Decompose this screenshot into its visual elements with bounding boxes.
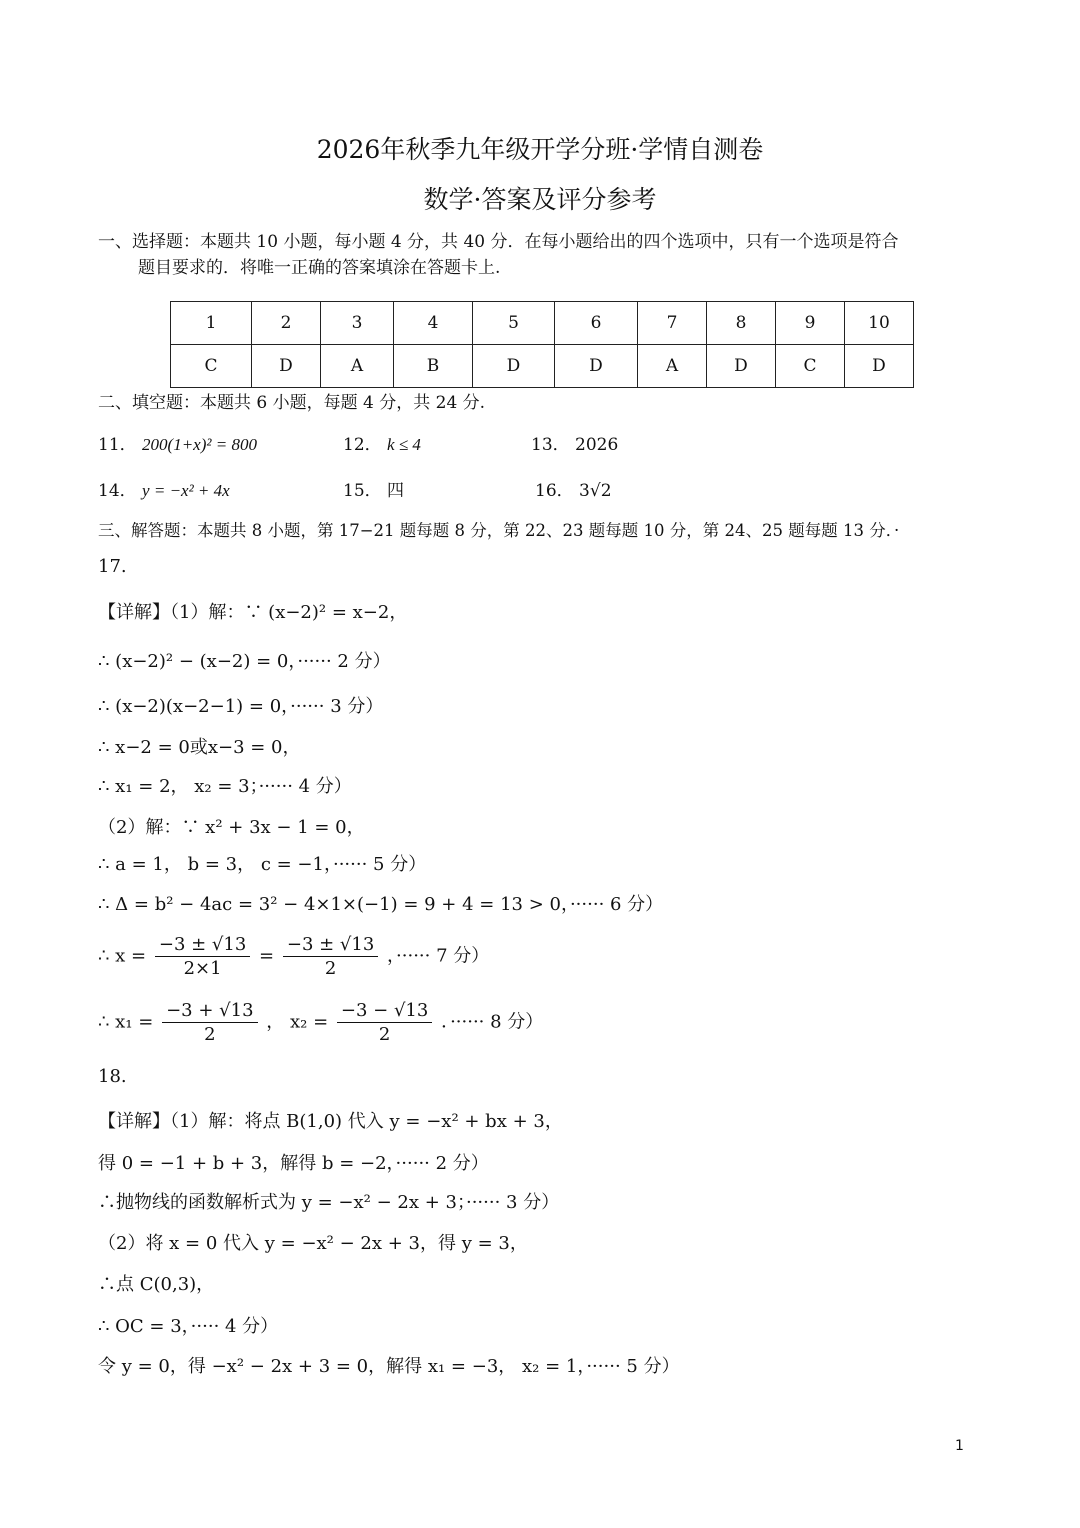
fill-number: 14． (98, 481, 137, 501)
table-cell: D (707, 345, 776, 388)
q18-line: ∴抛物线的函数解析式为 y = −x² − 2x + 3；······ 3 分） (98, 1192, 560, 1213)
page-subtitle: 数学·答案及评分参考 (423, 185, 657, 214)
numerator: −3 ± √13 (283, 934, 378, 957)
fill-item (343, 432, 421, 458)
denominator: 2 (204, 1024, 216, 1045)
table-cell: B (394, 345, 473, 388)
q17-line: ∴ Δ = b² − 4ac = 3² − 4×1×(−1) = 9 + 4 = 13 > 0，······ 6 分） (98, 894, 664, 915)
fraction (283, 934, 378, 979)
q18-line: ∴点 C(0,3)， (98, 1274, 215, 1295)
table-cell: D (555, 345, 638, 388)
denominator: 2 (324, 958, 337, 979)
fill-number: 15． (343, 481, 382, 501)
table-cell: C (171, 345, 252, 388)
table-cell: C (776, 345, 845, 388)
q18-number: 18. (98, 1066, 127, 1087)
table-cell: 5 (473, 302, 555, 345)
text: = (259, 945, 275, 967)
table-row-numbers (171, 302, 914, 345)
fill-item (343, 478, 404, 504)
fill-answer: 2026 (575, 435, 619, 455)
table-cell: A (321, 345, 394, 388)
table-cell: D (845, 345, 914, 388)
fraction (155, 934, 250, 979)
page-title: 2026年秋季九年级开学分班·学情自测卷 (316, 135, 764, 164)
fill-number: 11． (98, 435, 137, 455)
numerator: −3 − √13 (337, 1000, 432, 1023)
fill-number: 12． (343, 435, 382, 455)
page-number: 1 (955, 1438, 964, 1454)
table-cell: 9 (776, 302, 845, 345)
q18-line: 得 0 = −1 + b + 3，解得 b = −2，······ 2 分） (98, 1153, 489, 1174)
fill-answer: 200(1+x)² = 800 (142, 435, 257, 454)
q17-number: 17. (98, 556, 127, 577)
table-cell: 7 (638, 302, 707, 345)
numerator: −3 + √13 (162, 1000, 257, 1023)
text: ，······ 7 分） (387, 945, 490, 967)
fraction (337, 1000, 432, 1045)
numerator: −3 ± √13 (155, 934, 250, 957)
table-cell: 1 (171, 302, 252, 345)
fraction (162, 1000, 257, 1045)
q17-fraction-line (98, 1000, 543, 1045)
table-cell: 3 (321, 302, 394, 345)
table-cell: D (473, 345, 555, 388)
table-cell: 8 (707, 302, 776, 345)
table-cell: 4 (394, 302, 473, 345)
denominator: 2 (378, 1024, 391, 1045)
q17-line: 【详解】（1）解：∵ (x−2)² = x−2， (98, 602, 408, 623)
answer-table (170, 301, 914, 388)
fill-number: 16． (535, 481, 574, 501)
q17-fraction-line (98, 934, 489, 979)
q17-line: ∴ (x−2)² − (x−2) = 0，······ 2 分） (98, 651, 391, 672)
table-cell: 10 (845, 302, 914, 345)
q17-line: ∴ a = 1， b = 3， c = −1，······ 5 分） (98, 854, 427, 875)
q17-line: ∴ x₁ = 2， x₂ = 3；······ 4 分） (98, 776, 352, 797)
text: ， x₂ = (266, 1011, 329, 1033)
fill-answer: k ≤ 4 (387, 435, 421, 454)
table-cell: A (638, 345, 707, 388)
q18-line: ∴ OC = 3，····· 4 分） (98, 1316, 279, 1337)
table-row-answers (171, 345, 914, 388)
section-1-heading: 一、选择题：本题共 10 小题，每小题 4 分，共 40 分．在每小题给出的四个选项中，只有一个选项是符合 (98, 232, 899, 252)
q18-line: 【详解】（1）解：将点 B(1,0) 代入 y = −x² + bx + 3， (98, 1111, 563, 1132)
fill-item (98, 478, 230, 504)
fill-item (531, 432, 618, 458)
fill-answer: 3√2 (579, 481, 612, 501)
fill-answer: 四 (387, 481, 405, 501)
q17-line: （2）解：∵ x² + 3x − 1 = 0， (98, 817, 365, 838)
q18-line: 令 y = 0，得 −x² − 2x + 3 = 0，解得 x₁ = −3， x₂ = 1，······ 5 分） (98, 1356, 680, 1377)
text: ∴ x = (98, 945, 147, 967)
section-2-heading: 二、填空题：本题共 6 小题，每题 4 分，共 24 分. (98, 393, 486, 413)
section-1-instruction: 题目要求的．将唯一正确的答案填涂在答题卡上. (138, 258, 501, 278)
fill-item (535, 478, 612, 504)
section-3-heading: 三、解答题：本题共 8 小题，第 17−21 题每题 8 分，第 22、23 题每题 10 分，第 24、25 题每题 13 分．· (98, 521, 900, 540)
fill-number: 13． (531, 435, 570, 455)
table-cell: 6 (555, 302, 638, 345)
fill-item (98, 432, 257, 458)
fill-answer: y = −x² + 4x (142, 481, 230, 500)
q17-line: ∴ x−2 = 0或x−3 = 0， (98, 737, 301, 758)
table-cell: 2 (252, 302, 321, 345)
table-cell: D (252, 345, 321, 388)
denominator: 2×1 (183, 958, 222, 979)
text: ．······ 8 分） (441, 1011, 544, 1033)
text: ∴ x₁ = (98, 1011, 154, 1033)
q17-line: ∴ (x−2)(x−2−1) = 0，······ 3 分） (98, 696, 384, 717)
q18-line: （2）将 x = 0 代入 y = −x² − 2x + 3，得 y = 3， (98, 1233, 528, 1254)
